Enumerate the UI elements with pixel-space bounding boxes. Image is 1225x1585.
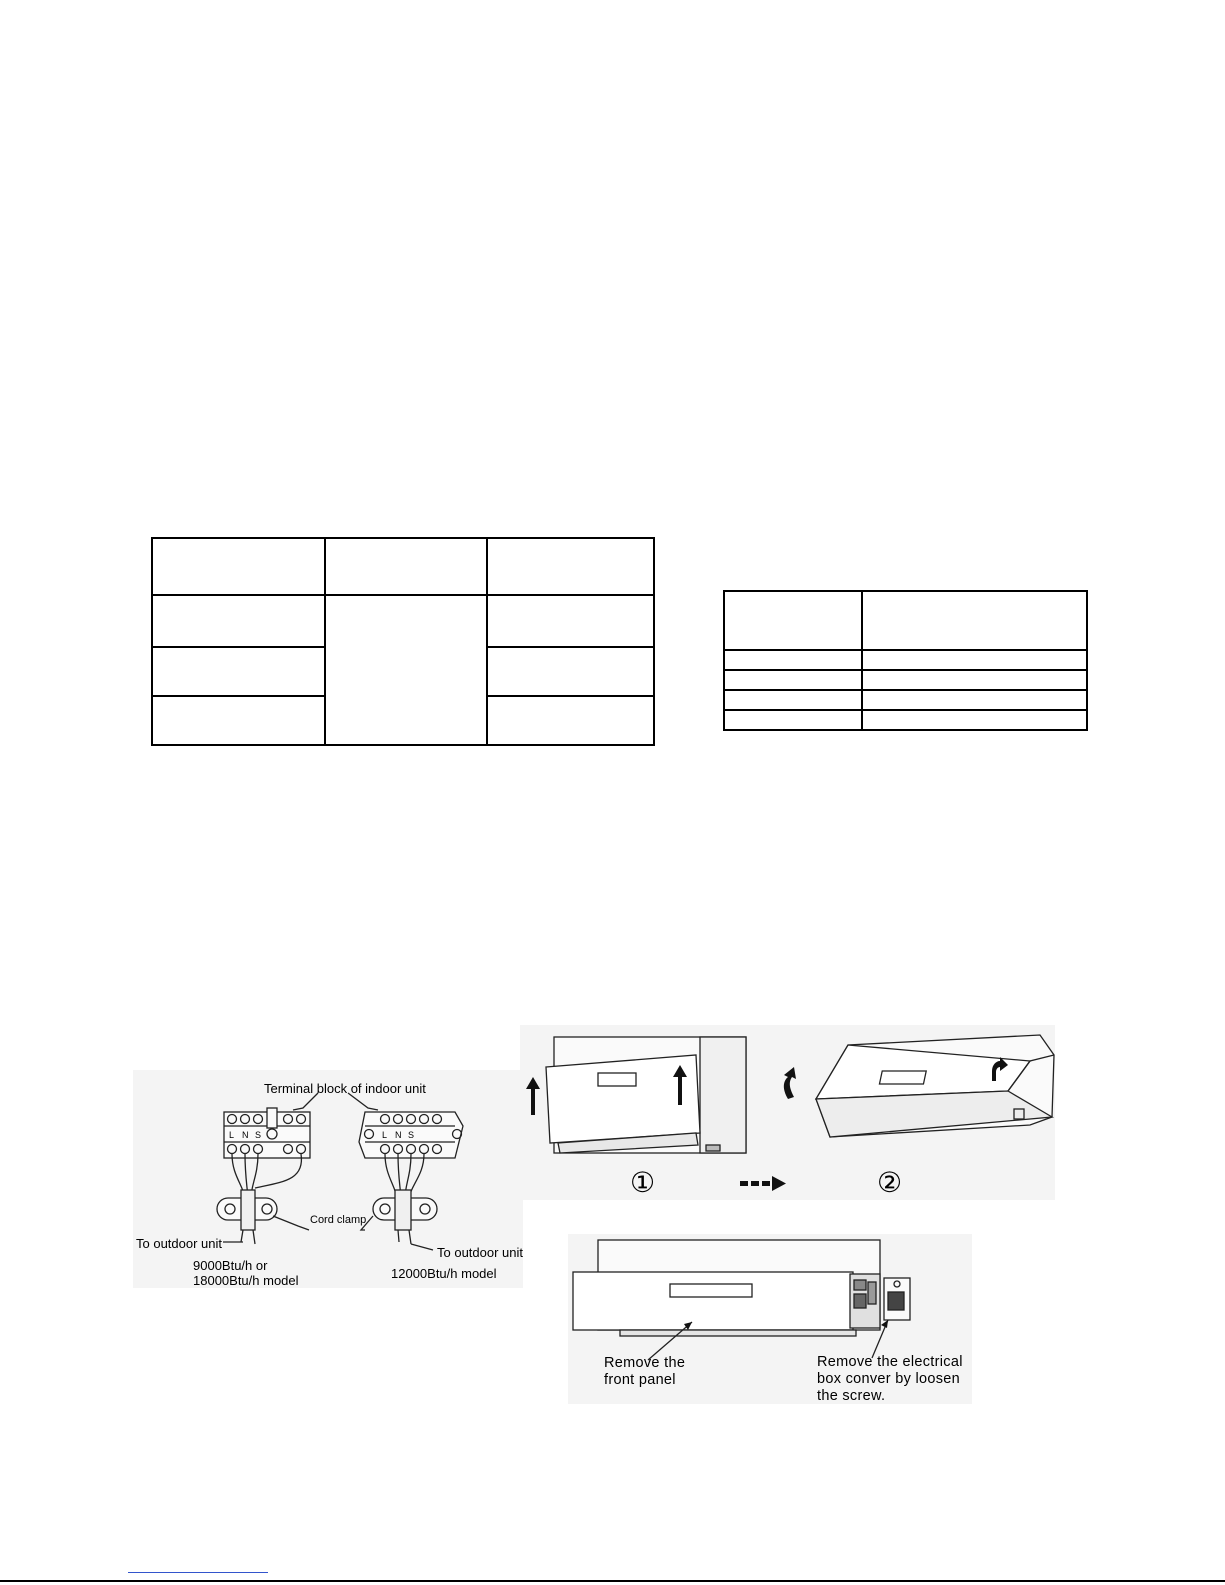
step-2-marker: ② xyxy=(877,1166,903,1199)
remove-front-panel-label-line1: Remove the xyxy=(604,1355,686,1371)
terminal-letter-n-right: N xyxy=(395,1130,402,1140)
table-cell xyxy=(862,710,1087,730)
page-bottom-rule xyxy=(0,1580,1225,1582)
table-cell xyxy=(724,670,862,690)
terminal-letter-l: L xyxy=(229,1130,235,1140)
table-cell xyxy=(487,647,654,696)
table-cell xyxy=(862,591,1087,650)
table-cell xyxy=(487,595,654,647)
terminal-letter-n: N xyxy=(242,1130,249,1140)
footer-link-underline xyxy=(128,1572,268,1573)
model-9000-18000-label-line1: 9000Btu/h or xyxy=(193,1258,268,1273)
model-12000-label: 12000Btu/h model xyxy=(391,1266,497,1281)
table-cell xyxy=(862,690,1087,710)
table-cell xyxy=(724,650,862,670)
panel-removal-illustration xyxy=(520,1025,1055,1200)
table-cell xyxy=(862,650,1087,670)
table-cell xyxy=(487,538,654,595)
table-cell xyxy=(724,710,862,730)
to-outdoor-unit-right-label: To outdoor unit xyxy=(437,1245,524,1260)
table-cell-merged xyxy=(325,595,487,745)
remove-box-cover-label-line2: box conver by loosen xyxy=(817,1371,961,1387)
to-outdoor-unit-left-label: To outdoor unit xyxy=(136,1236,223,1251)
table-cell xyxy=(152,696,325,745)
table-cell xyxy=(152,647,325,696)
cord-clamp-label: Cord clamp xyxy=(310,1214,367,1226)
table-cell xyxy=(862,670,1087,690)
model-9000-18000-label-line2: 18000Btu/h model xyxy=(193,1273,299,1288)
remove-front-panel-label-line2: front panel xyxy=(604,1372,676,1388)
step-1-marker: ① xyxy=(630,1166,656,1199)
spec-table-left xyxy=(151,537,655,746)
spec-table-right xyxy=(723,590,1088,731)
terminal-letter-s: S xyxy=(255,1130,262,1140)
table-cell xyxy=(152,538,325,595)
table-cell xyxy=(724,690,862,710)
remove-box-cover-label-line3: the screw. xyxy=(817,1388,886,1404)
table-cell xyxy=(487,696,654,745)
terminal-block-label: Terminal block of indoor unit xyxy=(264,1081,426,1096)
table-cell xyxy=(325,538,487,595)
remove-box-cover-label-line1: Remove the electrical xyxy=(817,1354,963,1370)
table-cell xyxy=(152,595,325,647)
terminal-letter-l-right: L xyxy=(382,1130,388,1140)
terminal-letter-s-right: S xyxy=(408,1130,415,1140)
table-cell xyxy=(724,591,862,650)
